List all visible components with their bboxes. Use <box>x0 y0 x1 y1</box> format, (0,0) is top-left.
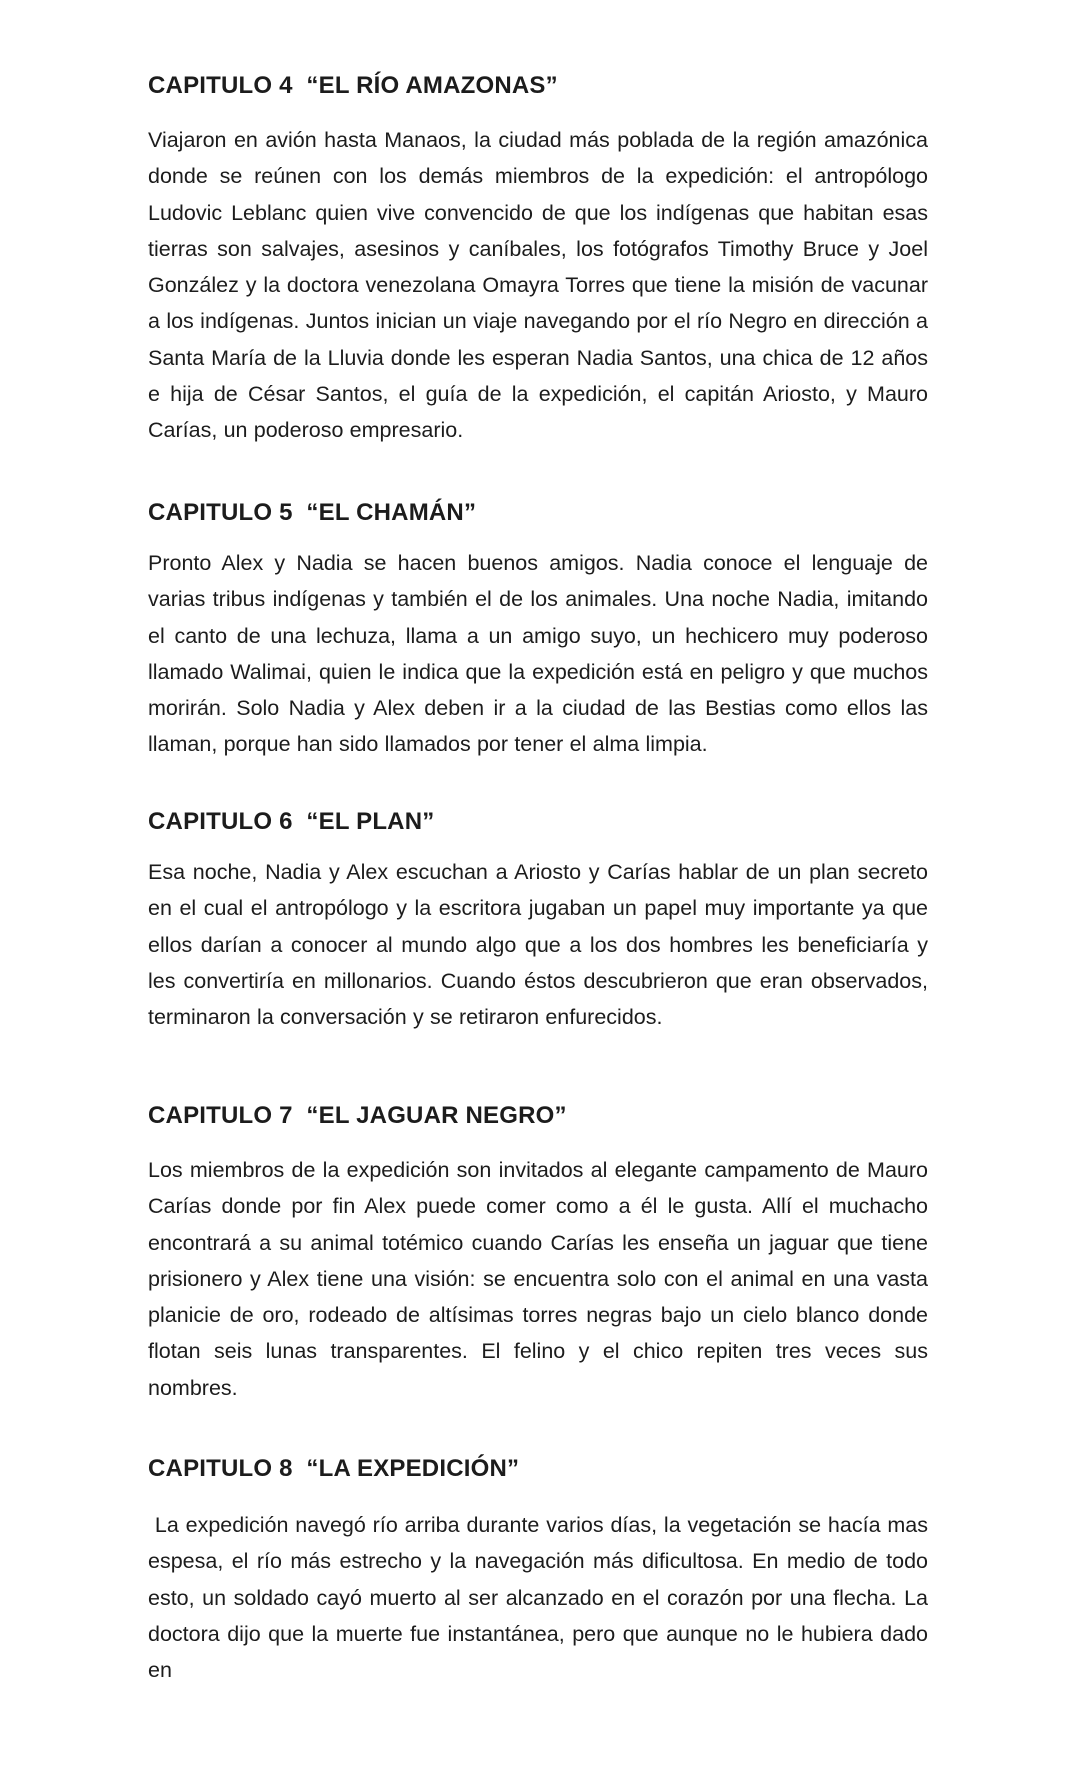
chapter-7-summary: Los miembros de la expedición son invitados al elegante campamento de Mauro Carías donde por fin Alex puede comer como a él le gusta. Allí el muchacho encontrará a su animal totémico cuando Carías les enseña un jaguar que tiene prisionero y Alex tiene una visión: se encuentra solo con el animal en una vasta planicie de oro, rodeado de altísimas torres negras bajo un cielo blanco donde flotan seis lunas transparentes. El felino y el chico repiten tres veces sus nombres. <box>148 1158 928 1400</box>
chapter-4-summary: Viajaron en avión hasta Manaos, la ciudad más poblada de la región amazónica donde se reúnen con los demás miembros de la expedición: el antropólogo Ludovic Leblanc quien vive convencido de que los indígenas que habitan esas tierras son salvajes, asesinos y caníbales, los fotógrafos Timothy Bruce y Joel González y la doctora venezolana Omayra Torres que tiene la misión de vacunar a los indígenas. Juntos inician un viaje navegando por el río Negro en dirección a Santa María de la Lluvia donde les esperan Nadia Santos, una chica de 12 años e hija de César Santos, el guía de la expedición, el capitán Ariosto, y Mauro Carías, un poderoso empresario. <box>148 128 928 443</box>
chapter-8-heading: CAPITULO 8 “LA EXPEDICIÓN” <box>148 1455 520 1482</box>
chapter-5-heading: CAPITULO 5 “EL CHAMÁN” <box>148 499 477 526</box>
chapter-7-heading: CAPITULO 7 “EL JAGUAR NEGRO” <box>148 1102 567 1129</box>
chapter-6-heading: CAPITULO 6 “EL PLAN” <box>148 808 435 835</box>
chapter-6-summary: Esa noche, Nadia y Alex escuchan a Ariosto y Carías hablar de un plan secreto en el cual el antropólogo y la escritora jugaban un papel muy importante ya que ellos darían a conocer al mundo algo que a los dos hombres les beneficiaría y les convertiría en millonarios. Cuando éstos descubrieron que eran observados, terminaron la conversación y se retiraron enfurecidos. <box>148 860 928 1030</box>
chapter-8-summary: La expedición navegó río arriba durante varios días, la vegetación se hacía mas espesa, el río más estrecho y la navegación más dificultosa. En medio de todo esto, un soldado cayó muerto al ser alcanzado en el corazón por una flecha. La doctora dijo que la muerte fue instantánea, pero que aunque no le hubiera dado en <box>148 1513 928 1683</box>
chapter-5-summary: Pronto Alex y Nadia se hacen buenos amigos. Nadia conoce el lenguaje de varias tribus indígenas y también el de los animales. Una noche Nadia, imitando el canto de una lechuza, llama a un amigo suyo, un hechicero muy poderoso llamado Walimai, quien le indica que la expedición está en peligro y que muchos morirán. Solo Nadia y Alex deben ir a la ciudad de las Bestias como ellos las llaman, porque han sido llamados por tener el alma limpia. <box>148 551 928 757</box>
chapter-4-heading: CAPITULO 4 “EL RÍO AMAZONAS” <box>148 72 558 99</box>
